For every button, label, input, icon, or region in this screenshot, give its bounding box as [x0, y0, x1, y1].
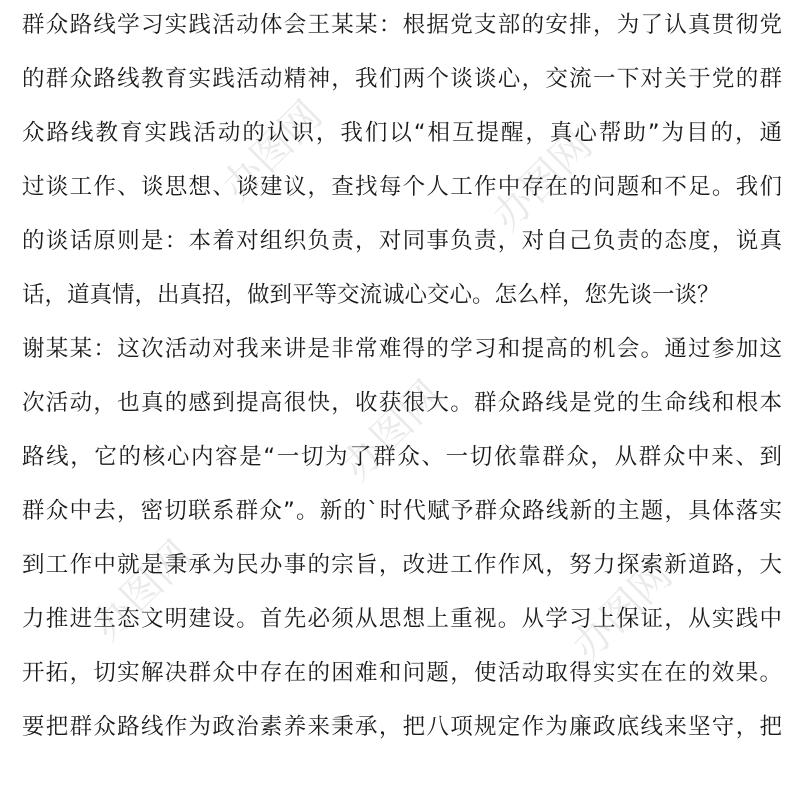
watermark: 办图网 [213, 92, 332, 210]
text-line: 要把群众路线作为政治素养来秉承，把八项规定作为廉政底线来坚守，把 [22, 714, 782, 740]
watermark: 办图网 [563, 552, 682, 670]
text-line: 谢某某：这次活动对我来讲是非常难得的学习和提高的机会。通过参加这 [22, 336, 782, 362]
text-line: 众路线教育实践活动的认识，我们以“相互提醒，真心帮助”为目的，通 [22, 120, 782, 146]
watermark: 办图网 [83, 532, 202, 650]
watermark: 办图网 [483, 122, 602, 240]
text-line: 群众路线学习实践活动体会王某某：根据党支部的安排，为了认真贯彻党 [22, 12, 782, 38]
text-line: 的群众路线教育实践活动精神，我们两个谈谈心，交流一下对关于党的群 [22, 66, 782, 92]
text-line: 开拓，切实解决群众中存在的困难和问题，使活动取得实实在在的效果。 [22, 660, 782, 686]
text-line: 话，道真情，出真招，做到平等交流诚心交心。怎么样，您先谈一谈？ [22, 282, 720, 308]
text-line: 路线，它的核心内容是“一切为了群众、一切依靠群众，从群众中来、到 [22, 444, 782, 470]
text-line: 过谈工作、谈思想、谈建议，查找每个人工作中存在的问题和不足。我们 [22, 174, 782, 200]
text-line: 次活动，也真的感到提高很快，收获很大。群众路线是党的生命线和根本 [22, 390, 782, 416]
text-line: 力推进生态文明建设。首先必须从思想上重视。从学习上保证，从实践中 [22, 606, 782, 632]
text-line: 的谈话原则是：本着对组织负责，对同事负责，对自己负责的态度，说真 [22, 228, 782, 254]
watermark: 办图网 [333, 372, 452, 490]
text-line: 到工作中就是秉承为民办事的宗旨，改进工作作风，努力探索新道路，大 [22, 552, 782, 578]
text-line: 群众中去，密切联系群众”。新的`时代赋予群众路线新的主题，具体落实 [22, 498, 782, 524]
